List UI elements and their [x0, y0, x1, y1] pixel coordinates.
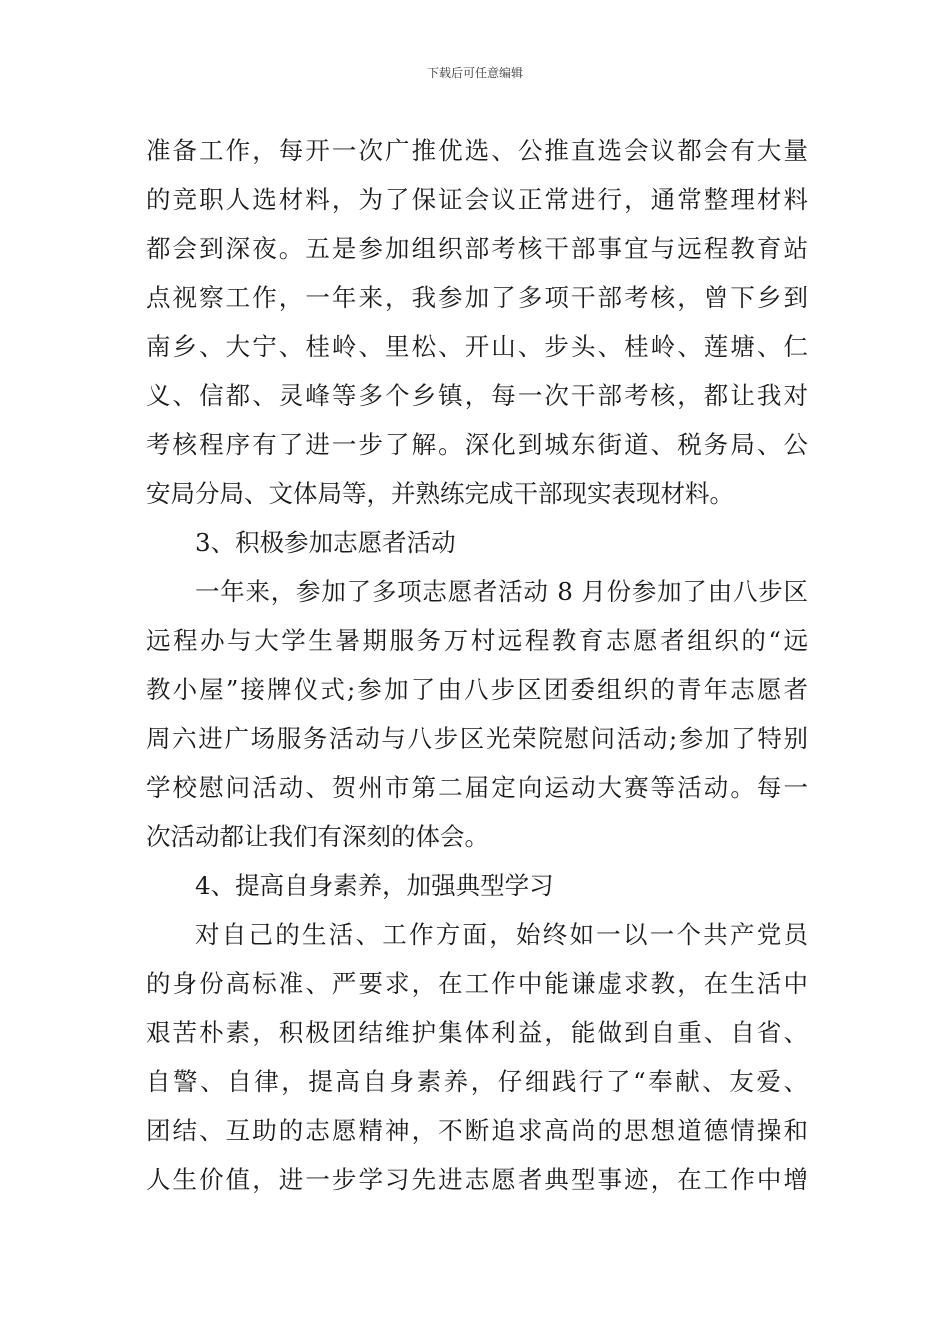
text-line: 教小屋”接牌仪式;参加了由八步区团委组织的青年志愿者 [146, 675, 808, 704]
text-line: 义、信都、灵峰等多个乡镇，每一次干部考核，都让我对 [146, 381, 808, 410]
text-line: 对自己的生活、工作方面，始终如一以一个共产党员 [195, 920, 808, 949]
text-line: 自警、自律，提高自身素养，仔细践行了“奉献、友爱、 [146, 1067, 808, 1096]
text-line: 考核程序有了进一步了解。深化到城东街道、税务局、公 [146, 430, 808, 459]
text-line: 的竞职人选材料，为了保证会议正常进行，通常整理材料 [146, 185, 808, 214]
section-heading-3: 3、积极参加志愿者活动 [195, 528, 456, 557]
text-line: 南乡、大宁、桂岭、里松、开山、步头、桂岭、莲塘、仁 [146, 332, 808, 361]
text-line: 艰苦朴素，积极团结维护集体利益，能做到自重、自省、 [146, 1018, 808, 1047]
text-line: 次活动都让我们有深刻的体会。 [146, 822, 489, 851]
text-line: 周六进广场服务活动与八步区光荣院慰问活动;参加了特别 [146, 724, 808, 753]
text-line: 一年来，参加了多项志愿者活动 8 月份参加了由八步区 [195, 577, 808, 606]
text-line: 安局分局、文体局等，并熟练完成干部现实表现材料。 [146, 479, 734, 508]
page-header-note: 下载后可任意编辑 [426, 66, 523, 80]
text-line: 都会到深夜。五是参加组织部考核干部事宜与远程教育站 [146, 234, 808, 263]
text-line: 远程办与大学生暑期服务万村远程教育志愿者组织的“远 [146, 626, 808, 655]
document-body [146, 126, 808, 1204]
text-line: 学校慰问活动、贺州市第二届定向运动大赛等活动。每一 [146, 773, 808, 802]
text-line: 人生价值，进一步学习先进志愿者典型事迹，在工作中增 [146, 1165, 808, 1194]
text-line: 点视察工作，一年来，我参加了多项干部考核，曾下乡到 [146, 283, 808, 312]
text-line: 准备工作，每开一次广推优选、公推直选会议都会有大量 [146, 136, 808, 165]
text-line: 的身份高标准、严要求，在工作中能谦虚求教，在生活中 [146, 969, 808, 998]
text-line: 团结、互助的志愿精神，不断追求高尚的思想道德情操和 [146, 1116, 808, 1145]
section-heading-4: 4、提高自身素养，加强典型学习 [195, 871, 554, 900]
